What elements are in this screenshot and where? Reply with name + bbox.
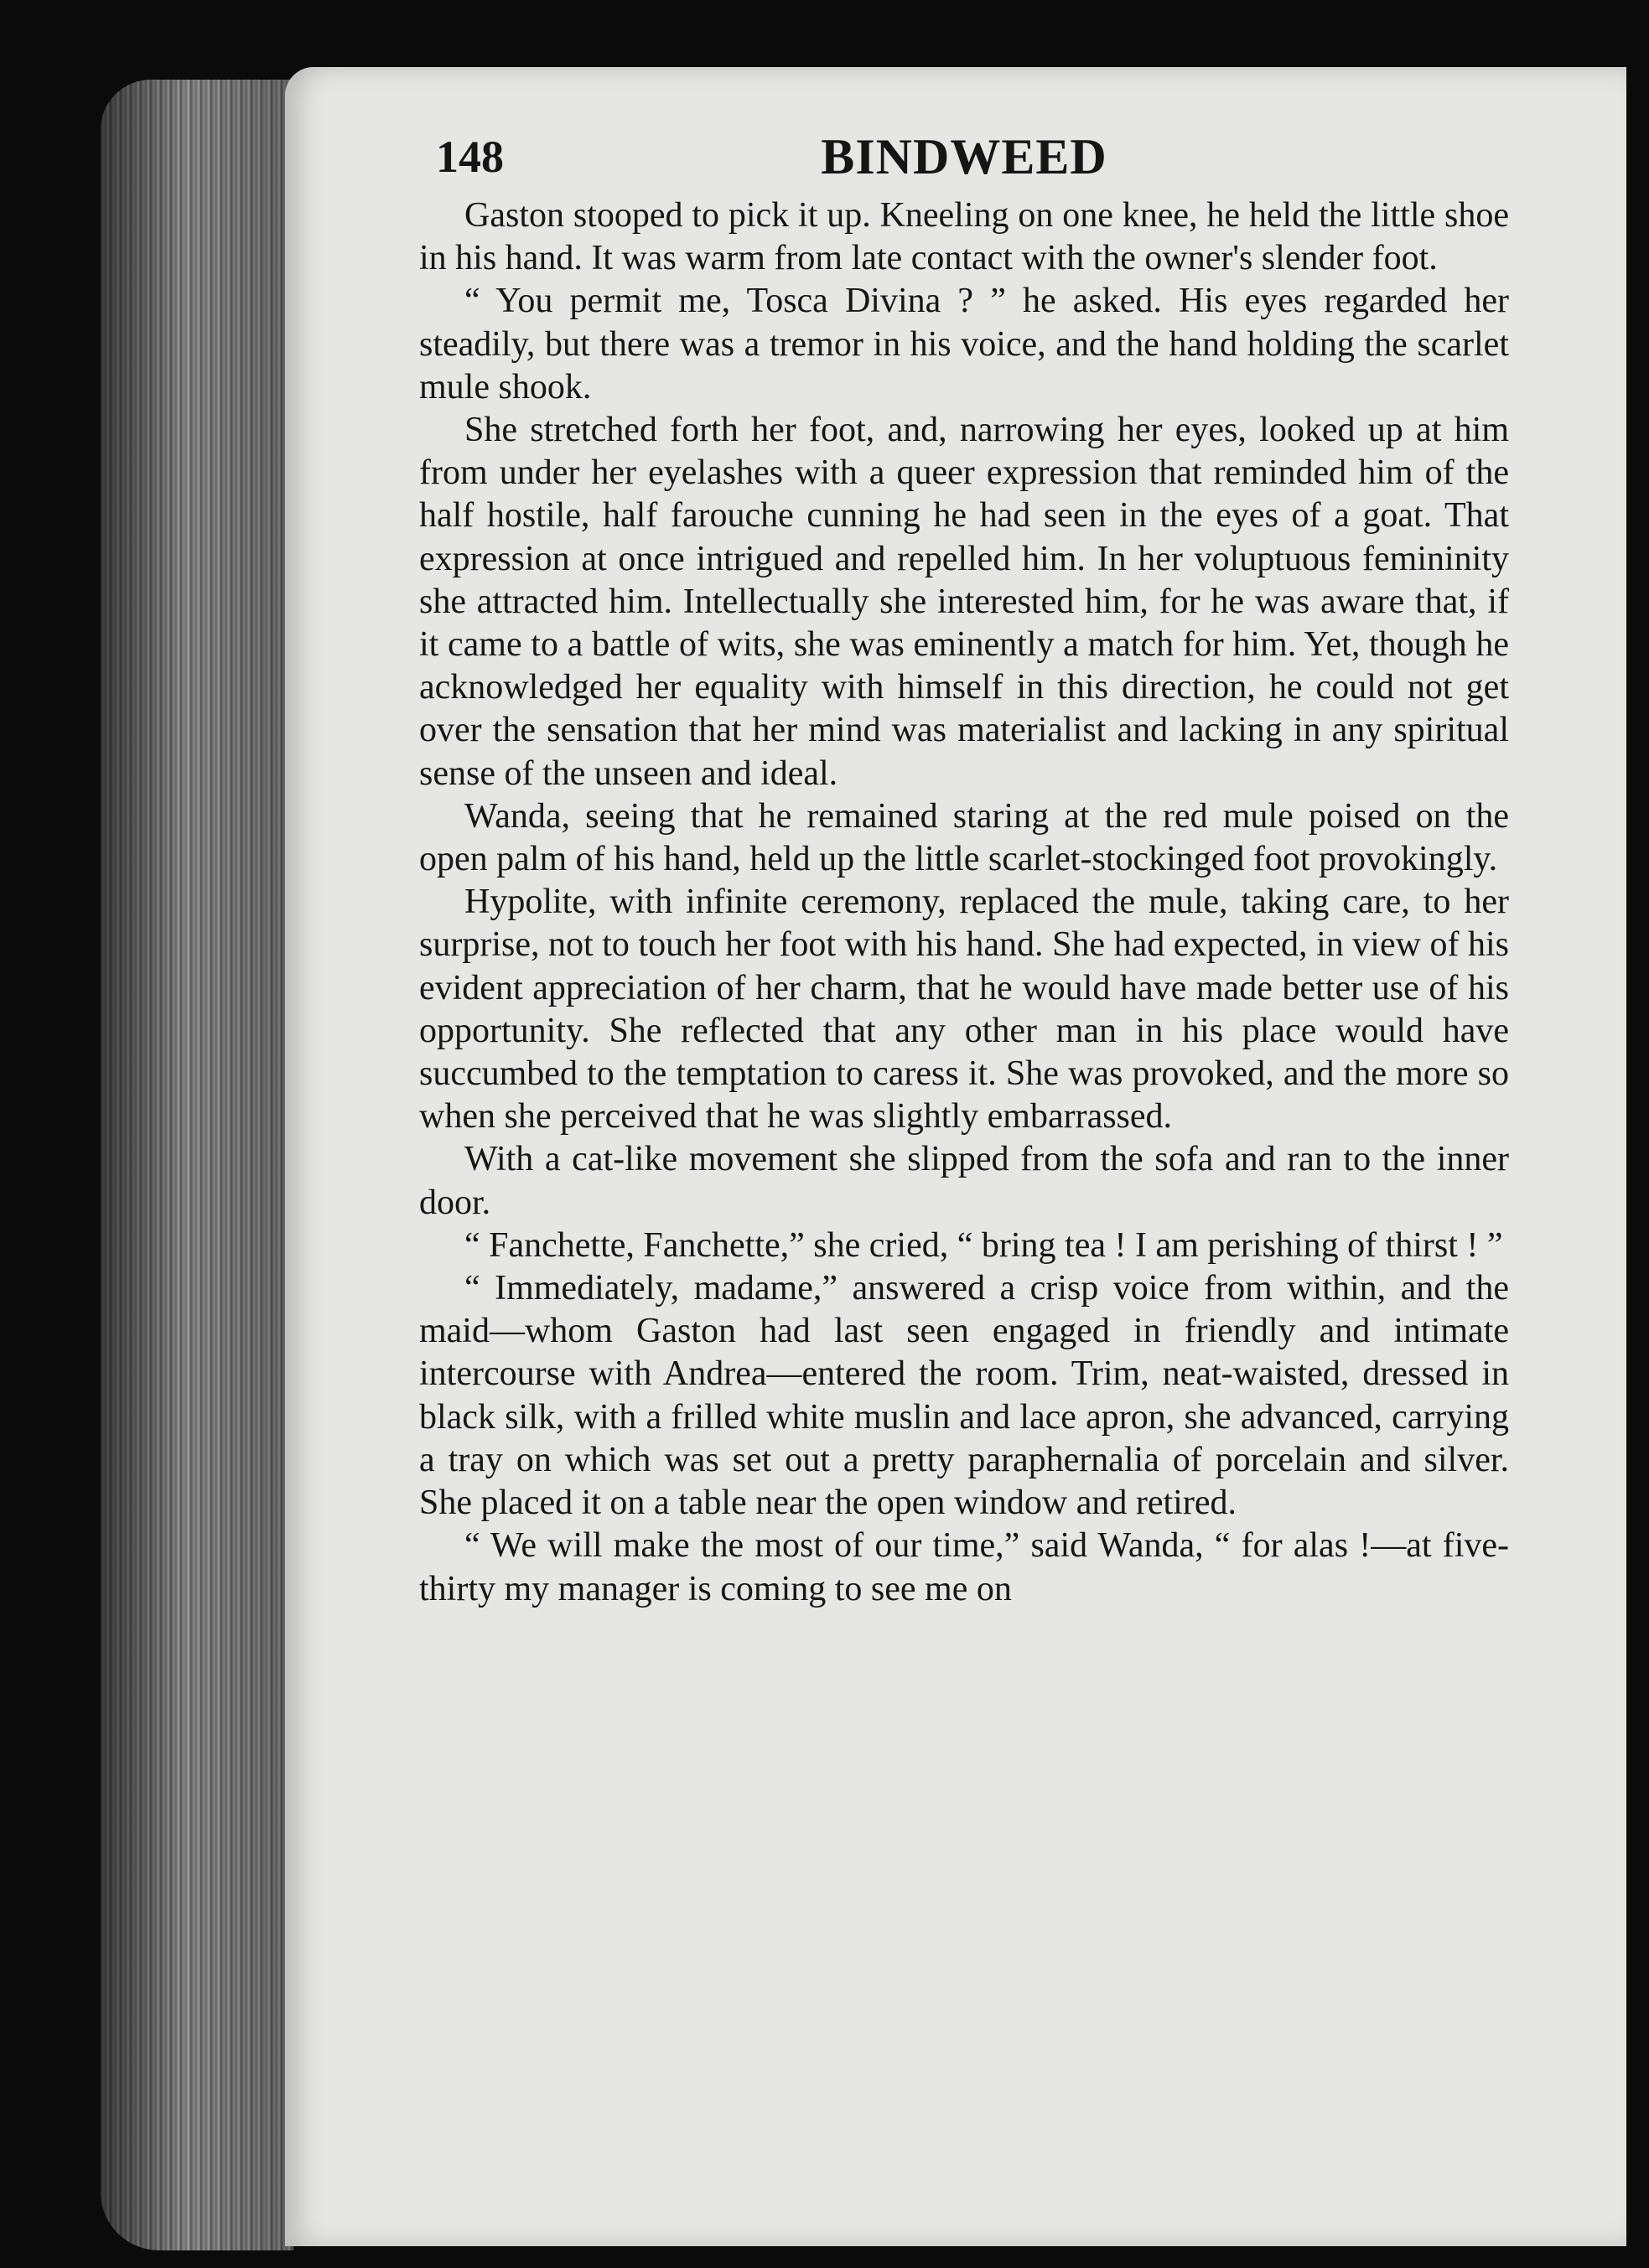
body-text — [419, 194, 1509, 1611]
paragraph: “ Fanchette, Fanchette,” she cried, “ bring tea ! I am perishing of thirst ! ” — [464, 1225, 1503, 1265]
paragraph: “ Immediately, madame,” answered a crisp voice from within, and the maid—whom Gaston had last seen engaged in friendly and intimate intercourse with Andrea—entered the room. Trim, neat-waisted, dressed in black silk, with a frilled white muslin and lace apron, she advanced, carrying a tray on which was set out a pretty paraphernalia of porcelain and silver. She placed it on a table near the open window and retired. — [419, 1269, 1509, 1523]
page-number: 148 — [436, 132, 504, 182]
page-sheet — [285, 67, 1626, 2246]
paragraph: Hypolite, with infinite ceremony, replaced the mule, taking care, to her surprise, not to touch her foot with his hand. She had expected, in view of his evident appreciation of her charm, that he would have made better use of his opportunity. She reflected that any other man in his place would have succumbed to the temptation to caress it. She was provoked, and the more so when she perceived that he was slightly embarrassed. — [419, 883, 1509, 1137]
book-edge-shadow — [101, 80, 293, 2250]
page-header — [436, 119, 1492, 194]
paragraph: With a cat-like movement she slipped from the sofa and ran to the inner door. — [419, 1140, 1509, 1222]
paragraph: “ You permit me, Tosca Divina ? ” he asked. His eyes regarded her steadily, but there was a tremor in his voice, and the hand holding the scarlet mule shook. — [419, 282, 1509, 406]
paragraph: She stretched forth her foot, and, narrowing her eyes, looked up at him from under her eyelashes with a queer expression that reminded him of the half hostile, half farouche cunning he had seen in the eyes of a goat. That expression at once intrigued and repelled him. In her voluptuous femininity she attracted him. Intellectually she interested him, for he was aware that, if it came to a battle of wits, she was eminently a match for him. Yet, though he acknowledged her equality with himself in this direction, he could not get over the sensation that her mind was materialist and lacking in any spiritual sense of the unseen and ideal. — [419, 411, 1509, 793]
paragraph: “ We will make the most of our time,” said Wanda, “ for alas !—at five-thirty my manager is coming to see me on — [419, 1526, 1509, 1608]
running-title: BINDWEED — [821, 129, 1107, 184]
paragraph: Gaston stooped to pick it up. Kneeling on one knee, he held the little shoe in his hand. It was warm from late contact with the owner's slender foot. — [419, 196, 1509, 278]
paragraph: Wanda, seeing that he remained staring at the red mule poised on the open palm of his hand, held up the little scarlet-stockinged foot provokingly. — [419, 796, 1509, 879]
